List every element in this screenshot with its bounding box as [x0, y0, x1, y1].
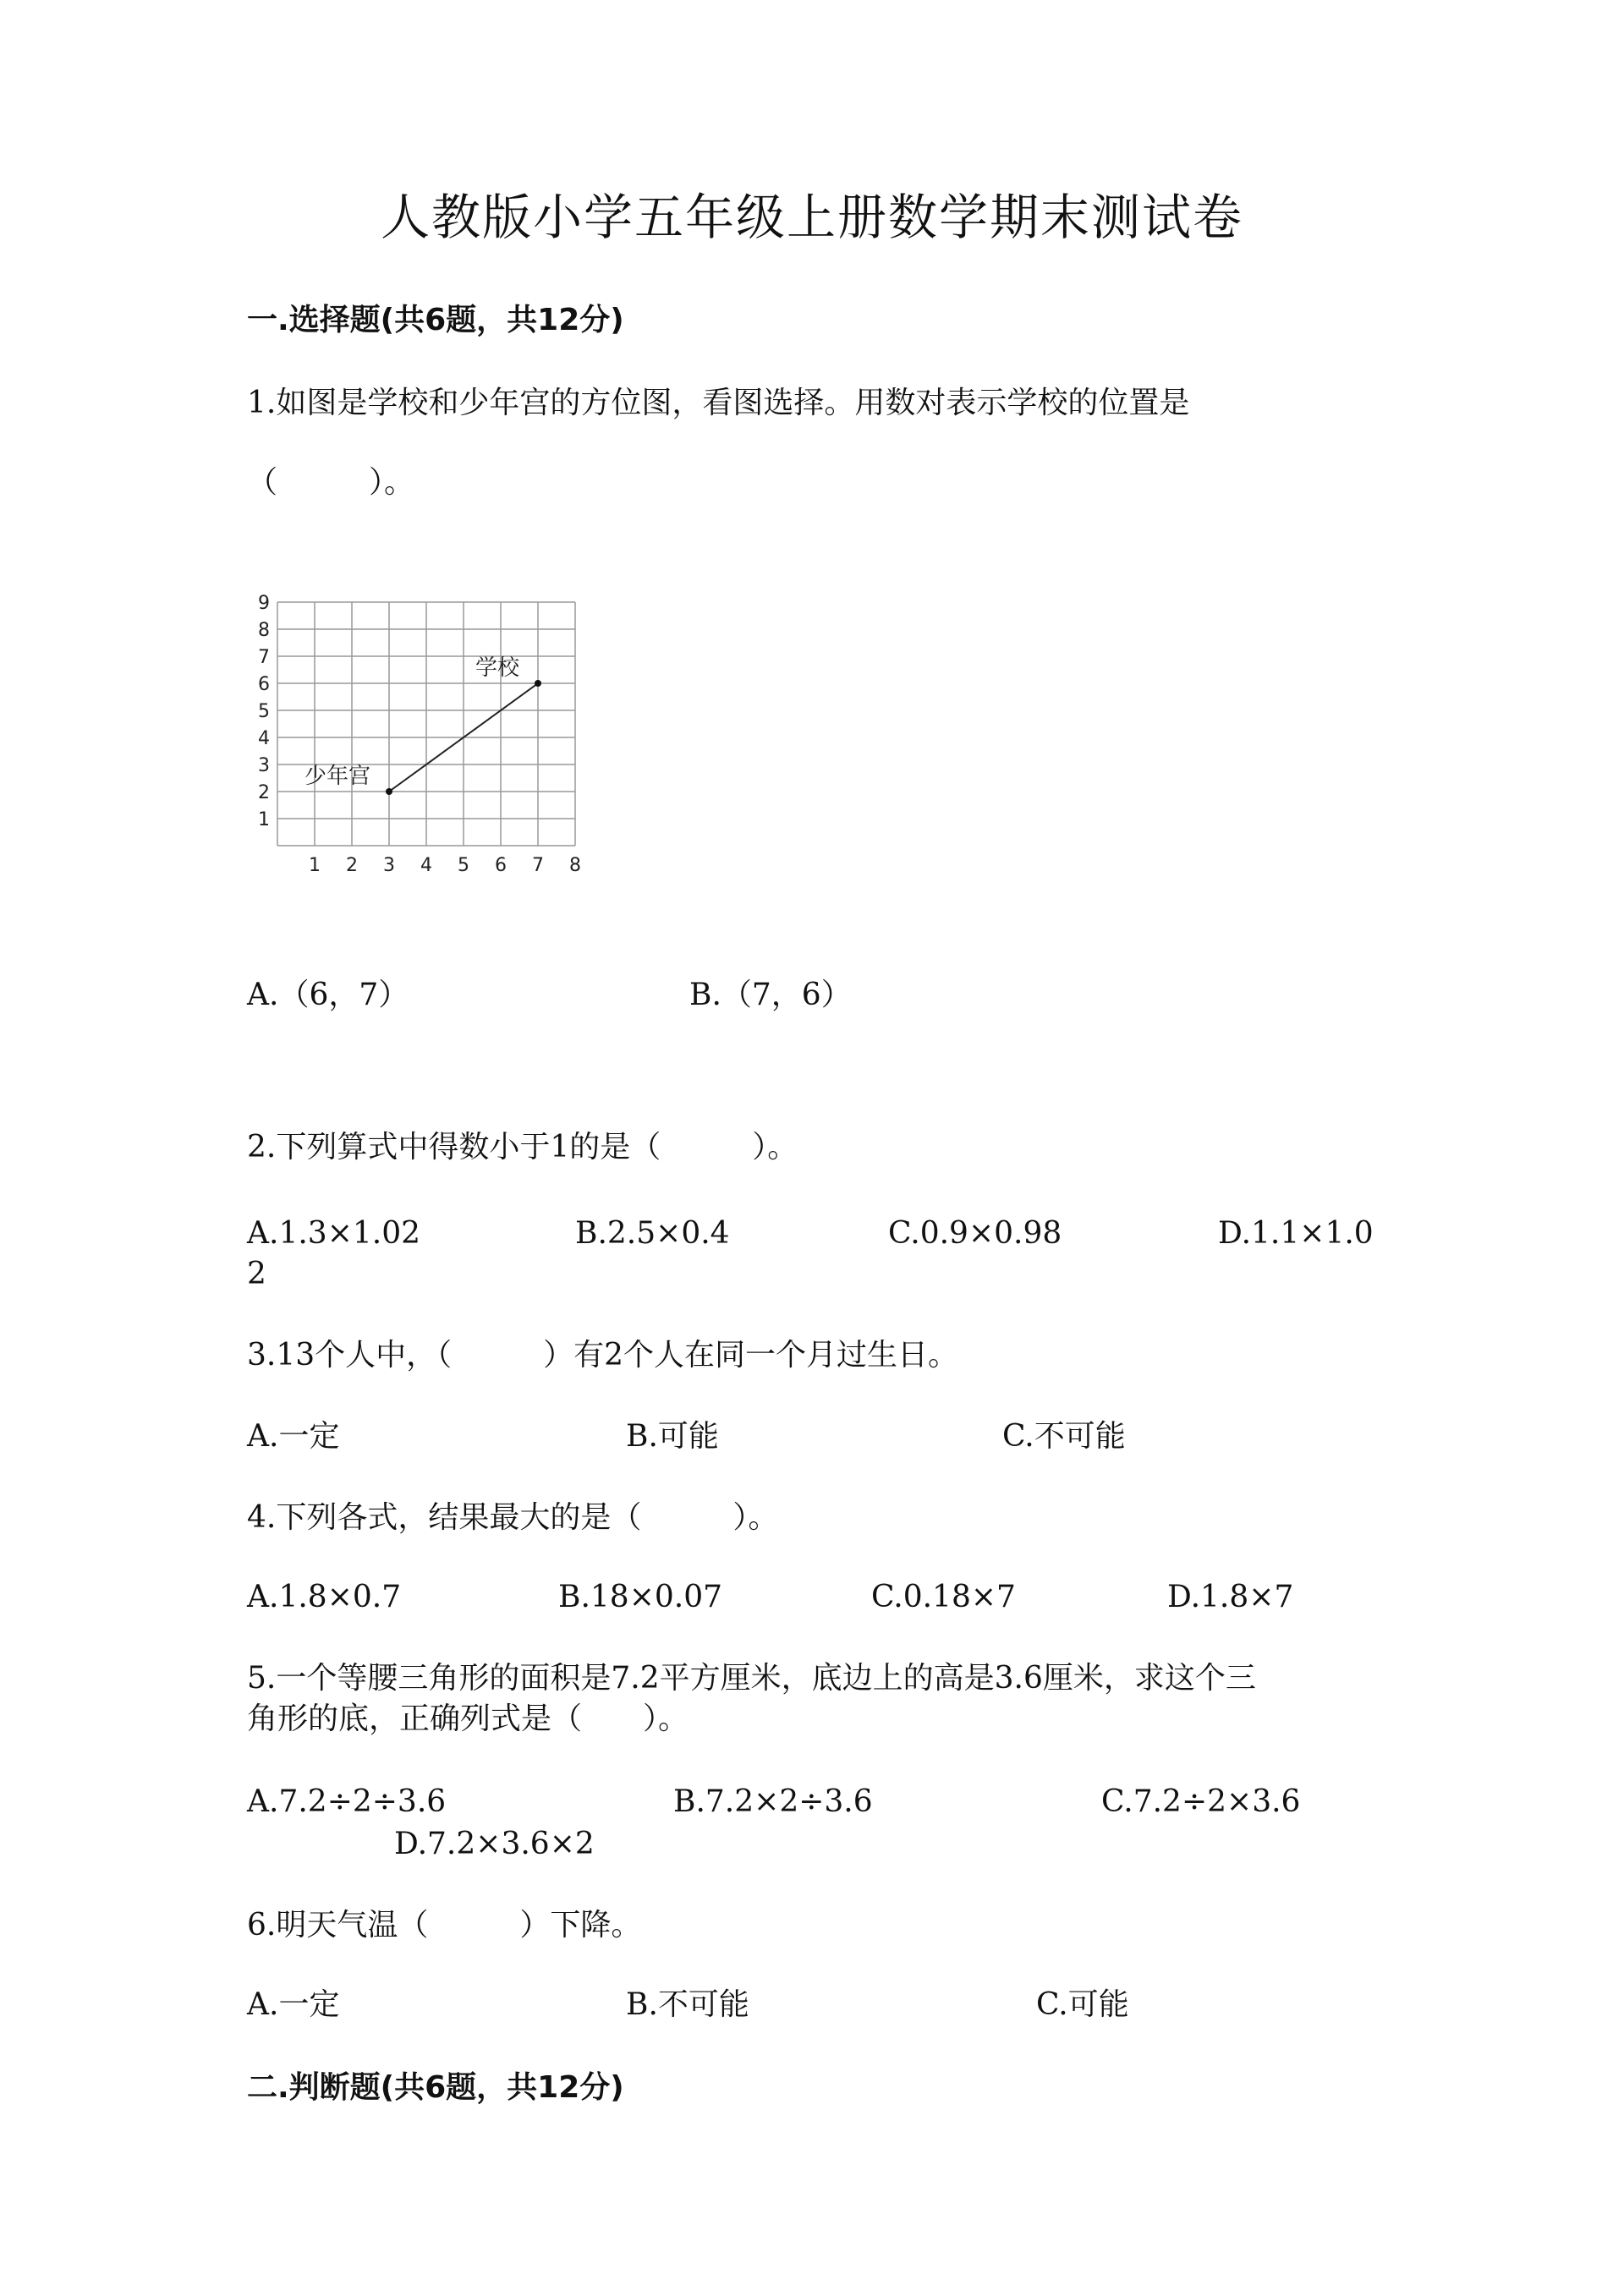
page-title: 人教版小学五年级上册数学期末测试卷	[380, 189, 1243, 246]
q6-option-a[interactable]: A.一定	[247, 1987, 340, 2022]
q3-option-a[interactable]: A.一定	[247, 1419, 340, 1454]
grid-lines	[277, 602, 575, 846]
q5-option-c[interactable]: C.7.2÷2×3.6	[1101, 1784, 1301, 1819]
x-tick-label: 2	[346, 855, 358, 876]
y-tick-label: 9	[258, 593, 270, 614]
q2-option-d-wrap: 2	[247, 1257, 266, 1291]
y-tick-label: 4	[258, 728, 270, 749]
x-tick-label: 5	[458, 855, 469, 876]
x-tick-label: 1	[309, 855, 321, 876]
q4-option-b[interactable]: B.18×0.07	[558, 1580, 723, 1614]
y-tick-label: 1	[258, 809, 270, 830]
question-1-text: 1.如图是学校和少年宫的方位图，看图选择。用数对表示学校的位置是	[247, 386, 1190, 420]
x-tick-label: 4	[420, 855, 432, 876]
point-youth-palace	[386, 788, 392, 795]
q3-option-b[interactable]: B.可能	[626, 1419, 719, 1454]
y-tick-label: 3	[258, 755, 270, 776]
q6-option-b[interactable]: B.不可能	[626, 1987, 749, 2022]
y-tick-label: 6	[258, 674, 270, 695]
q5-option-a[interactable]: A.7.2÷2÷3.6	[247, 1784, 447, 1819]
question-3-text: 3.13个人中，（ ）有2个人在同一个月过生日。	[247, 1338, 959, 1373]
x-axis-ticks	[309, 855, 581, 876]
q4-option-d[interactable]: D.1.8×7	[1167, 1580, 1294, 1614]
q5-option-d[interactable]: D.7.2×3.6×2	[394, 1827, 595, 1861]
y-axis-ticks	[258, 593, 270, 830]
label-youth-palace: 少年宫	[304, 764, 371, 789]
y-tick-label: 5	[258, 701, 270, 722]
y-tick-label: 7	[258, 647, 270, 668]
section-2-heading: 二.判断题(共6题，共12分)	[247, 2070, 624, 2105]
x-tick-label: 6	[495, 855, 507, 876]
q2-option-c[interactable]: C.0.9×0.98	[888, 1216, 1062, 1251]
x-tick-label: 3	[383, 855, 395, 876]
question-1-blank: （ ）。	[247, 465, 415, 500]
x-tick-label: 7	[532, 855, 544, 876]
q2-option-b[interactable]: B.2.5×0.4	[575, 1216, 730, 1251]
q1-option-a[interactable]: A.（6，7）	[247, 978, 409, 1012]
label-school: 学校	[475, 655, 520, 681]
question-5-text-line2: 角形的底，正确列式是（ ）。	[247, 1701, 689, 1736]
q4-option-a[interactable]: A.1.8×0.7	[247, 1580, 402, 1614]
q1-option-b[interactable]: B.（7，6）	[689, 978, 852, 1012]
q3-option-c[interactable]: C.不可能	[1002, 1419, 1126, 1454]
q5-option-b[interactable]: B.7.2×2÷3.6	[673, 1784, 873, 1819]
question-6-text: 6.明天气温（ ）下降。	[247, 1908, 642, 1943]
question-1-figure	[245, 575, 601, 879]
coordinate-grid	[245, 575, 601, 879]
q2-option-d[interactable]: D.1.1×1.0	[1218, 1216, 1374, 1251]
q6-option-c[interactable]: C.可能	[1036, 1987, 1129, 2022]
question-4-text: 4.下列各式，结果最大的是（ ）。	[247, 1500, 779, 1535]
q4-option-c[interactable]: C.0.18×7	[871, 1580, 1016, 1614]
point-school	[535, 680, 541, 687]
question-5-text: 5.一个等腰三角形的面积是7.2平方厘米，底边上的高是3.6厘米，求这个三	[247, 1661, 1256, 1696]
x-tick-label: 8	[569, 855, 581, 876]
question-2-text: 2.下列算式中得数小于1的是（ ）。	[247, 1130, 798, 1164]
q2-option-a[interactable]: A.1.3×1.02	[247, 1216, 421, 1251]
section-1-heading: 一.选择题(共6题，共12分)	[247, 303, 624, 337]
y-tick-label: 2	[258, 782, 270, 803]
y-tick-label: 8	[258, 620, 270, 641]
